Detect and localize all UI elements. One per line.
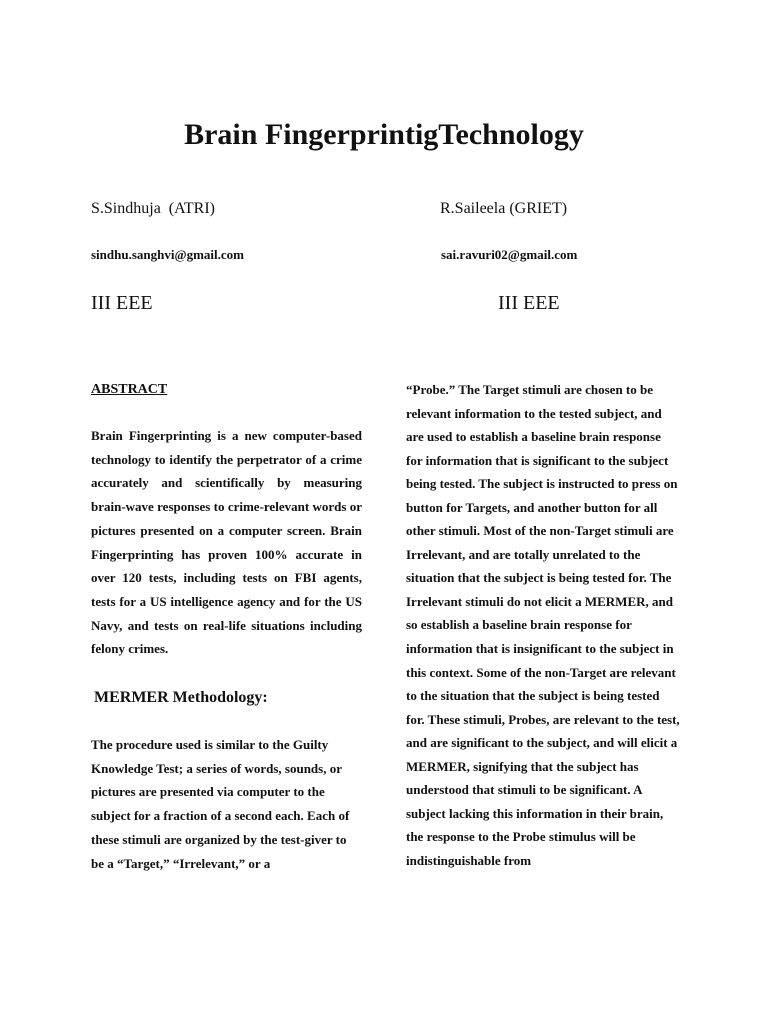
author-2-name: R.Saileela (GRIET) [440, 200, 568, 217]
author-1-dept: III EEE [91, 292, 153, 314]
abstract-heading: ABSTRACT [91, 382, 168, 397]
right-column [406, 378, 680, 872]
mermer-heading: MERMER Methodology: [94, 689, 268, 707]
mermer-text: The procedure used is similar to the Guilty Knowledge Test; a series of words, sounds, or pictures are presented via computer to the subject for a fraction of a second each. Each of these stimuli are organized by the test-giver to be a “Target,” “Irrelevant,” or a [91, 737, 350, 871]
author-2-dept: III EEE [498, 292, 560, 314]
author-1-name: S.Sindhuja (ATRI) [91, 200, 215, 217]
paper-title: Brain FingerprintigTechnology [184, 118, 584, 151]
author-2-email: sai.ravuri02@gmail.com [441, 247, 578, 262]
continuation-text: “Probe.” The Target stimuli are chosen to be relevant information to the tested subject, and are used to establish a baseline brain response for information that is significant to the subject being tested. The subject is instructed to press on button for Targets, and another button for all other stimuli. Most of the non-Target stimuli are Irrelevant, and are totally unrelated to the situation that the subject is being tested for. The Irrelevant stimuli do not elicit a MERMER, and so establish a baseline brain response for information that is insignificant to the subject in this context. Some of the non-Target are relevant to the situation that the subject is being tested for. These stimuli, Probes, are relevant to the test, and are significant to the subject, and will elicit a MERMER, signifying that the subject has understood that stimuli to be significant. A subject lacking this information in their brain, the response to the Probe stimulus will be indistinguishable from [406, 382, 680, 868]
author-1-email: sindhu.sanghvi@gmail.com [91, 247, 244, 262]
abstract-text: Brain Fingerprinting is a new computer-based technology to identify the perpetrator of a crime accurately and scientifically by measuring brain-wave responses to crime-relevant words or pictures presented on a computer screen. Brain Fingerprinting has proven 100% accurate in over 120 tests, including tests on FBI agents, tests for a US intelligence agency and for the US Navy, and tests on real-life situations including felony crimes. [91, 428, 362, 657]
left-column [91, 380, 362, 875]
